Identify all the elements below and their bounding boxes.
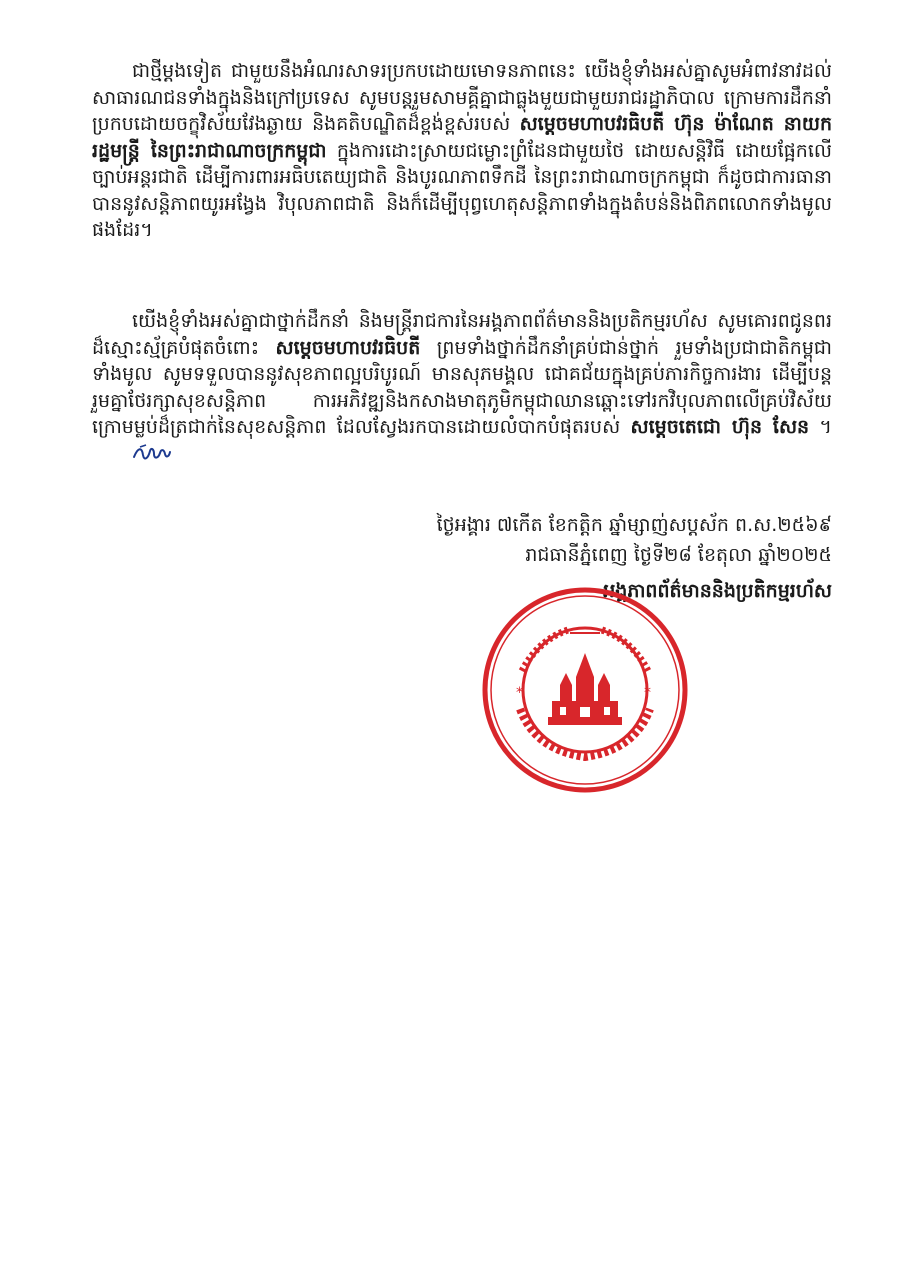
- date-solar: រាជធានីភ្នំពេញ ថ្ងៃទី២៨ ខែតុលា ឆ្នាំ២០២៥: [525, 544, 832, 566]
- official-seal-icon: [480, 585, 690, 795]
- paragraph-appeal-text-b: ក្នុងការដោះស្រាយជម្លោះព្រំដែនជាមួយថៃ ដោយសន្តិវិធី ដោយផ្អែកលើច្បាប់អន្តរជាតិ ដើម្បីការពារអធិបតេយ្យជាតិ និងបូរណភាពទឹកដី នៃព្រះរាជាណាចក្រកម្ពុជា ក៏ដូចជាការធានាបាននូវសន្តិភាពយូរអង្វែង វិបុលភាពជាតិ និងក៏ដើម្បីបុព្វហេតុសន្តិភាពទាំងក្នុងតំបន់និងពិភពលោកទាំងមូលផងដែរ។: [92, 139, 832, 241]
- prime-minister-name: សម្តេចមហាបវរធិបតី: [275, 336, 421, 359]
- samdech-techo-name: សម្តេចតេជោ ហ៊ុន សែន: [630, 416, 810, 438]
- initials-signature-icon: [92, 443, 132, 465]
- date-lunar: ថ្ងៃអង្គារ ៧កើត ខែកត្តិក ឆ្នាំម្សាញ់សប្តស័ក ព.ស.២៥៦៩: [436, 514, 832, 536]
- paragraph-appeal: [92, 58, 832, 244]
- paragraph-appeal-text-a: ជាថ្មីម្តងទៀត ជាមួយនឹងអំណរសាទរប្រកបដោយមោទនភាពនេះ យើងខ្ញុំទាំងអស់គ្នាសូមអំពាវនាវដល់សាធារណជនទាំងក្នុងនិងក្រៅប្រទេស សូមបន្តរួមសាមគ្គីគ្នាជាធ្លុងមួយជាមួយរាជរដ្ឋាភិបាល ក្រោមការដឹកនាំប្រកបដោយចក្ខុវិស័យវែងឆ្ងាយ និងគតិបណ្ឌិតដ៏ខ្ពង់ខ្ពស់របស់: [92, 60, 832, 135]
- paragraph-wishes-text-a: យើងខ្ញុំទាំងអស់គ្នាជាថ្នាក់ដឹកនាំ និងមន្ត្រីរាជការនៃអង្គភាពព័ត៌មាននិងប្រតិកម្មរហ័ស សូមគោរពជូនពរដ៏ស្មោះស្ម័គ្របំផុតចំពោះ: [92, 310, 832, 359]
- organization-name: អង្គភាពព័ត៌មាននិងប្រតិកម្មរហ័ស: [603, 580, 832, 602]
- prime-minister-title: សម្តេចមហាបវរធិបតី ហ៊ុន ម៉ាណែត នាយករដ្ឋមន្ត្រី នៃព្រះរាជាណាចក្រកម្ពុជា: [92, 113, 833, 162]
- svg-text:*: *: [516, 685, 523, 701]
- paragraph-wishes-text-b: ព្រមទាំងថ្នាក់ដឹកនាំគ្រប់ជាន់ថ្នាក់ រួមទាំងប្រជាជាតិកម្ពុជាទាំងមូល សូមទទួលបាននូវសុខភាពល្អបរិបូរណ៍ មានសុភមង្គល ជោគជ័យក្នុងគ្រប់ភារកិច្ចការងារ ដើម្បីបន្តរួមគ្នាថែរក្សាសុខសន្តិភាព ការអភិវឌ្ឍនិងកសាងមាតុភូមិកម្ពុជាឈានឆ្ពោះទៅរកវិបុលភាពលើគ្រប់វិស័យ ក្រោមម្លប់ដ៏ត្រជាក់នៃសុខសន្តិភាព ដែលស្វែងរកបានដោយលំបាកបំផុតរបស់: [92, 336, 832, 438]
- paragraph-wishes: [92, 308, 832, 467]
- paragraph-wishes-text-c: ។: [809, 416, 832, 438]
- svg-text:*: *: [644, 685, 651, 701]
